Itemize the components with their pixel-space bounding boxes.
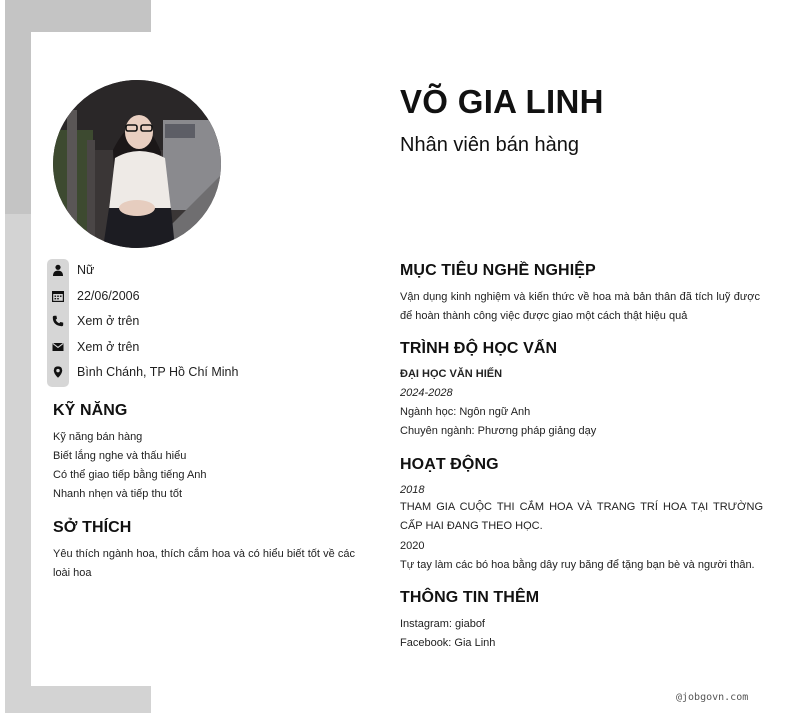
birthdate-row: [47, 286, 377, 306]
phone-text: Xem ở trên: [77, 314, 140, 328]
objective-heading: MỤC TIÊU NGHỀ NGHIỆP: [400, 262, 596, 279]
email-text: Xem ở trên: [77, 340, 140, 354]
skill-item: Biết lắng nghe và thấu hiểu: [53, 450, 187, 462]
avatar-photo: [53, 80, 221, 248]
school-name: ĐẠI HỌC VĂN HIẾN: [400, 368, 503, 380]
location-pin-icon: [47, 362, 69, 382]
objective-text: Vận dụng kinh nghiệm và kiến thức về hoa mà bản thân đã tích luỹ được để hoàn thành công việc được giao một cách thật hiệu quả: [400, 291, 760, 322]
activities-heading: HOẠT ĐỘNG: [400, 456, 499, 473]
email-row: [47, 337, 377, 357]
mail-icon: [47, 337, 69, 357]
hobbies-heading: SỞ THÍCH: [53, 519, 132, 536]
education-heading: TRÌNH ĐỘ HỌC VẤN: [400, 340, 558, 357]
birthdate-text: 22/06/2006: [77, 289, 140, 303]
skill-item: Nhanh nhẹn và tiếp thu tốt: [53, 488, 183, 500]
candidate-name: VÕ GIA LINH: [400, 83, 604, 120]
watermark: @jobgovn.com: [676, 692, 749, 703]
skill-item: Có thể giao tiếp bằng tiếng Anh: [53, 469, 207, 481]
education-major: Ngành học: Ngôn ngữ Anh: [400, 406, 531, 418]
gender-text: Nữ: [77, 263, 95, 277]
extra-info-heading: THÔNG TIN THÊM: [400, 589, 540, 606]
activity-text: THAM GIA CUỘC THI CẮM HOA VÀ TRANG TRÍ HOA TẠI TRƯỜNG CẤP HAI ĐANG THEO HỌC.: [400, 501, 763, 532]
phone-icon: [47, 311, 69, 331]
activity-year: 2020: [400, 540, 425, 552]
address-text: Bình Chánh, TP Hồ Chí Minh: [77, 365, 239, 379]
education-years: 2024-2028: [400, 387, 453, 399]
facebook-link[interactable]: Facebook: Gia Linh: [400, 637, 496, 649]
job-title: Nhân viên bán hàng: [400, 134, 580, 156]
instagram-link[interactable]: Instagram: giabof: [400, 618, 485, 630]
skill-item: Kỹ năng bán hàng: [53, 431, 143, 443]
gender-row: [47, 260, 377, 280]
education-specialization: Chuyên ngành: Phương pháp giảng dạy: [400, 425, 597, 437]
skills-heading: KỸ NĂNG: [53, 402, 128, 419]
activity-text: Tự tay làm các bó hoa bằng dây ruy băng để tặng bạn bè và người thân.: [400, 559, 755, 571]
calendar-icon: [47, 286, 69, 306]
phone-row: [47, 311, 377, 331]
activity-year: 2018: [400, 484, 425, 496]
person-icon: [47, 260, 69, 280]
hobbies-text: Yêu thích ngành hoa, thích cắm hoa và có hiểu biết tốt về các loài hoa: [53, 548, 355, 579]
address-row: [47, 362, 377, 382]
